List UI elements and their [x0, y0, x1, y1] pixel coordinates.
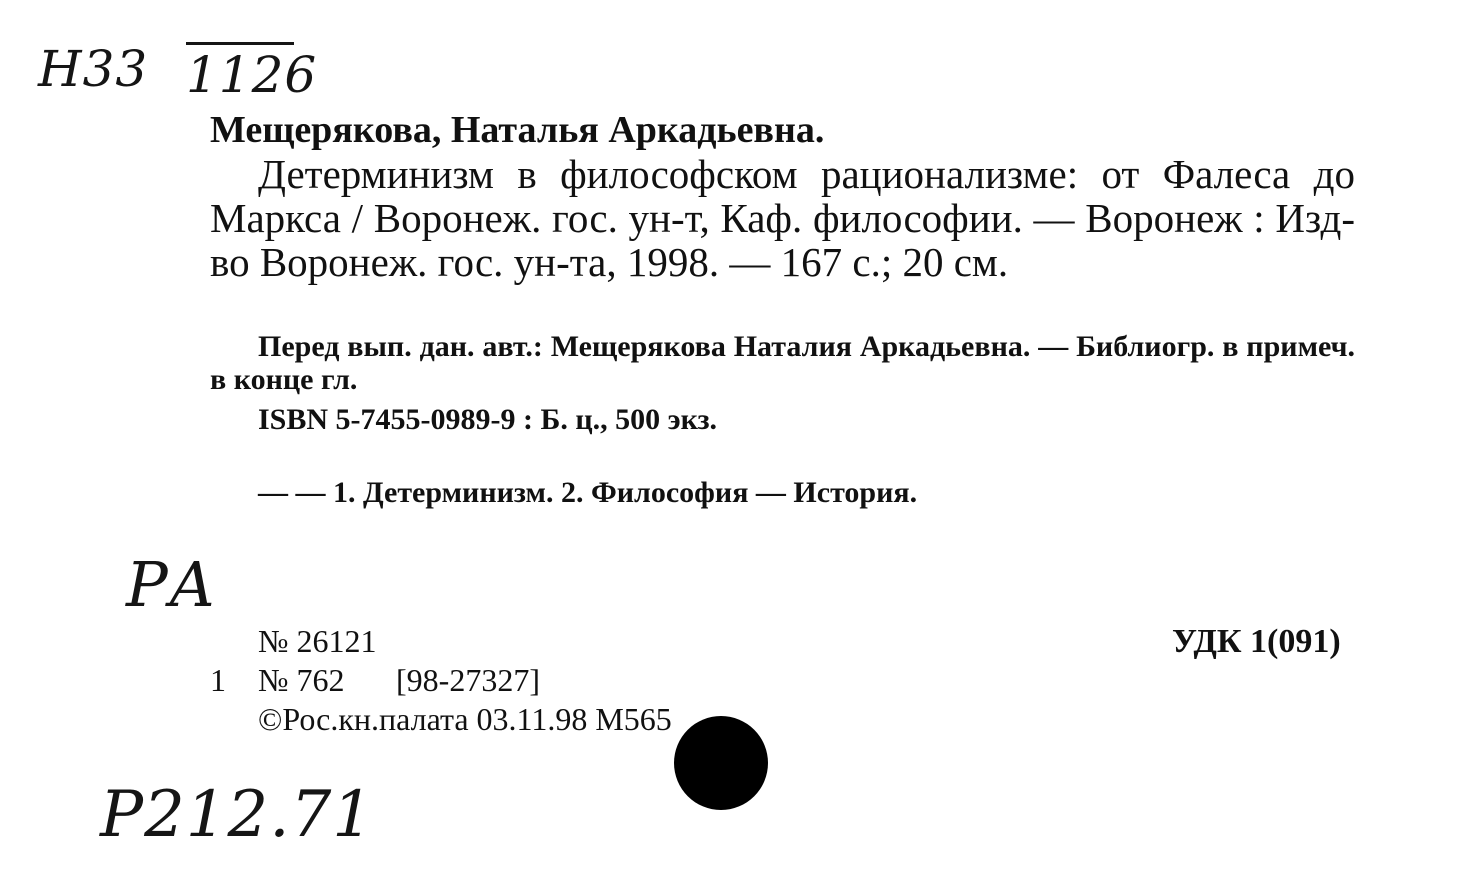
udk-code: УДК 1(091): [1172, 623, 1341, 660]
title-block: Детерминизм в философском рационализме: от Фалеса до Маркса / Воронеж. гос. ун-т, Каф. философии. — Воронеж : Изд-во Воронеж. гос. ун-та, 1998. — 167 с.; 20 см.: [210, 151, 1355, 285]
handwritten-code: Н33: [38, 40, 149, 98]
notes-block: Перед вып. дан. авт.: Мещерякова Наталия Аркадьевна. — Библиогр. в примеч. в конце гл.: [210, 330, 1355, 396]
handwritten-shelfmark: Р212.71: [100, 778, 374, 852]
handwritten-code-number: 1126: [186, 46, 318, 104]
subjects-line: — — 1. Детерминизм. 2. Философия — История.: [258, 476, 918, 509]
handwritten-mark: РА: [126, 548, 217, 621]
registry-code: [98-27327]: [396, 662, 540, 698]
inventory-number: № 762: [258, 662, 345, 698]
record-number: № 26121: [258, 623, 377, 659]
handwritten-overbar: [186, 42, 294, 45]
isbn-line: ISBN 5-7455-0989-9 : Б. ц., 500 экз.: [258, 403, 718, 436]
punched-hole: [674, 716, 768, 810]
copy-count: 1: [210, 662, 226, 698]
author-heading: Мещерякова, Наталья Аркадьевна.: [210, 109, 825, 151]
publisher-stamp: ©Рос.кн.палата 03.11.98 М565: [258, 701, 672, 737]
